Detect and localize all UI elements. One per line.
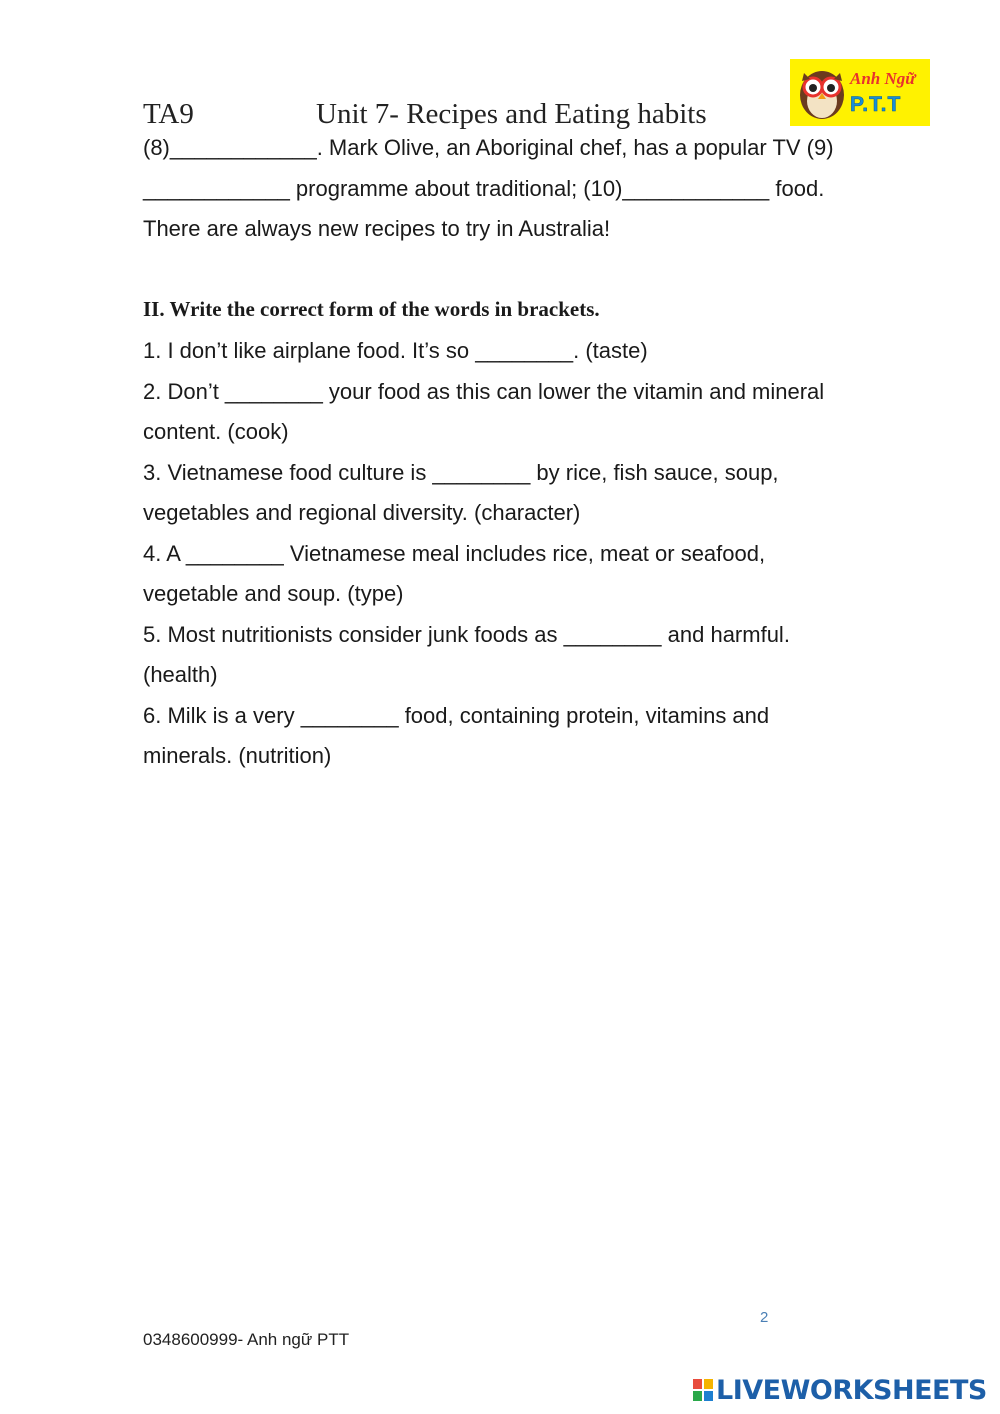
liveworksheets-text: LIVEWORKSHEETS	[716, 1374, 987, 1406]
anh-ngu-ptt-logo	[790, 59, 930, 126]
owl-icon	[796, 65, 848, 121]
passage-line: (8)____________. Mark Olive, an Aboriginal chef, has a popular TV (9)	[143, 135, 834, 160]
exercise-line: vegetables and regional diversity. (character)	[143, 500, 581, 525]
exercise-line: minerals. (nutrition)	[143, 743, 332, 768]
exercise-line: 3. Vietnamese food culture is ________ by rice, fish sauce, soup,	[143, 460, 779, 485]
logo-brand-top: Anh Ngữ	[850, 69, 916, 88]
exercise-line: content. (cook)	[143, 419, 289, 444]
exercise-line: 2. Don’t ________ your food as this can lower the vitamin and mineral	[143, 379, 825, 404]
footer-text: 0348600999- Anh ngữ PTT	[143, 1330, 350, 1349]
section-heading: II. Write the correct form of the words in brackets.	[143, 297, 600, 321]
page-title: Unit 7- Recipes and Eating habits	[316, 98, 707, 130]
exercise-line: (health)	[143, 662, 218, 687]
logo-brand-bottom: P.T.T	[850, 93, 902, 116]
exercise-line: 4. A ________ Vietnamese meal includes rice, meat or seafood,	[143, 541, 766, 566]
exercise-line: 1. I don’t like airplane food. It’s so ________. (taste)	[143, 338, 648, 363]
passage-line: ____________ programme about traditional; (10)____________ food.	[143, 176, 825, 201]
liveworksheets-logo-icon	[693, 1379, 713, 1401]
header-code: TA9	[143, 98, 194, 130]
page-number: 2	[760, 1309, 769, 1326]
exercise-line: 6. Milk is a very ________ food, containing protein, vitamins and	[143, 703, 770, 728]
exercise-line: 5. Most nutritionists consider junk foods as ________ and harmful.	[143, 622, 790, 647]
passage-line: There are always new recipes to try in Australia!	[143, 216, 611, 241]
exercise-line: vegetable and soup. (type)	[143, 581, 404, 606]
liveworksheets-watermark	[693, 1375, 987, 1405]
